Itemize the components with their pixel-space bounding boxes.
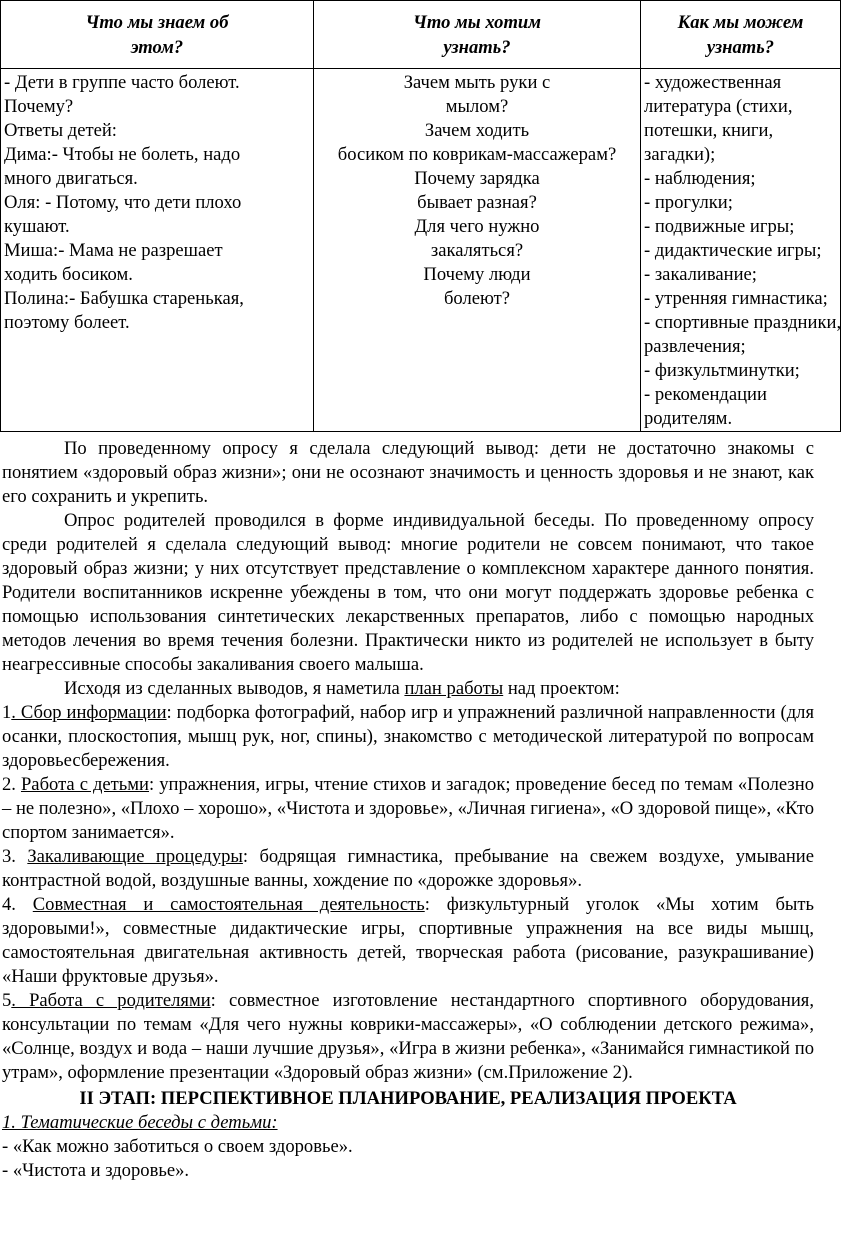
stage-heading: II ЭТАП: ПЕРСПЕКТИВНОЕ ПЛАНИРОВАНИЕ, РЕАЛИЗАЦИЯ ПРОЕКТА <box>79 1088 737 1109</box>
kwl-table <box>0 0 841 432</box>
body-text <box>0 437 814 1183</box>
paragraph-survey-parents: Опрос родителей проводился в форме индивидуальной беседы. По проведенному опросу среди родителей я сделала следующий вывод: многие родители не совсем понимают, что такое здоровый образ жизни; у них отсутствует представление о комплексном характере данного понятия. Родители воспитанников искренне убеждены в том, что они могут поддержать здоровье ребенка с помощью использования синтетических лекарственных препаратов, либо с помощью народных методов лечения во время течения болезни. Практически никто из родителей не использует в быту неагрессивные способы закаливания своего малыша. <box>2 510 814 675</box>
header-how: Как мы можем узнать? <box>641 1 841 69</box>
header-want: Что мы хотим узнать? <box>314 1 641 69</box>
list-item: - «Как можно заботиться о своем здоровье». <box>2 1136 353 1157</box>
plan-item-4: 4. Совместная и самостоятельная деятельность: физкультурный уголок «Мы хотим быть здоровыми!», совместные дидактические игры, спортивные упражнения на все виды мышц, самостоятельная двигательная активность детей, творческая работа (рисование, разукрашивание) «Наши фруктовые друзья». <box>2 894 815 987</box>
paragraph-plan-intro: Исходя из сделанных выводов, я наметила план работы над проектом: <box>64 678 620 699</box>
cell-how: - художественная литература (стихи, потешки, книги, загадки); - наблюдения; - прогулки; - подвижные игры; - дидактические игры; - закаливание; - утренняя гимнастика; - спортивные праздники, развлечения; - физкультминутки; - рекомендации родителям. <box>641 69 841 432</box>
plan-item-5: 5. Работа с родителями: совместное изготовление нестандартного спортивного оборудования, консультации по темам «Для чего нужны коврики-массажеры», «О соблюдении детского режима», «Солнце, воздух и вода – наши лучшие друзья», «Игра в жизни ребенка», «Занимайся гимнастикой по утрам», оформление презентации «Здоровый образ жизни» (см.Приложение 2). <box>2 990 815 1083</box>
plan-item-1: 1. Сбор информации: подборка фотографий, набор игр и упражнений различной направленности (для осанки, плоскостопия, мышц рук, ног, спины), знакомство с методической литературой по вопросам здоровьесбережения. <box>2 702 815 771</box>
list-item: - «Чистота и здоровье». <box>2 1160 190 1181</box>
subheading: 1. Тематические беседы с детьми: <box>2 1112 278 1133</box>
cell-want: Зачем мыть руки с мылом? Зачем ходить босиком по коврикам-массажерам? Почему зарядка бывает разная? Для чего нужно закаляться? Почему люди болеют? <box>314 69 641 432</box>
plan-item-2: 2. Работа с детьми: упражнения, игры, чтение стихов и загадок; проведение бесед по темам «Полезно – не полезно», «Плохо – хорошо», «Чистота и здоровье», «Личная гигиена», «О здоровой пище», «Кто спортом занимается». <box>2 774 815 843</box>
plan-item-3: 3. Закаливающие процедуры: бодрящая гимнастика, пребывание на свежем воздухе, умывание контрастной водой, воздушные ванны, хождение по «дорожке здоровья». <box>2 846 814 891</box>
header-know: Что мы знаем об этом? <box>1 1 314 69</box>
paragraph-survey-children: По проведенному опросу я сделала следующий вывод: дети не достаточно знакомы с понятием «здоровый образ жизни»; они не осознают значимость и ценность здоровья и не знают, как его сохранить и укрепить. <box>2 438 814 507</box>
cell-know: - Дети в группе часто болеют. Почему? Ответы детей: Дима:- Чтобы не болеть, надо много двигаться. Оля: - Потому, что дети плохо кушают. Миша:- Мама не разрешает ходить босиком. Полина:- Бабушка старенькая, поэтому болеет. <box>1 69 314 432</box>
